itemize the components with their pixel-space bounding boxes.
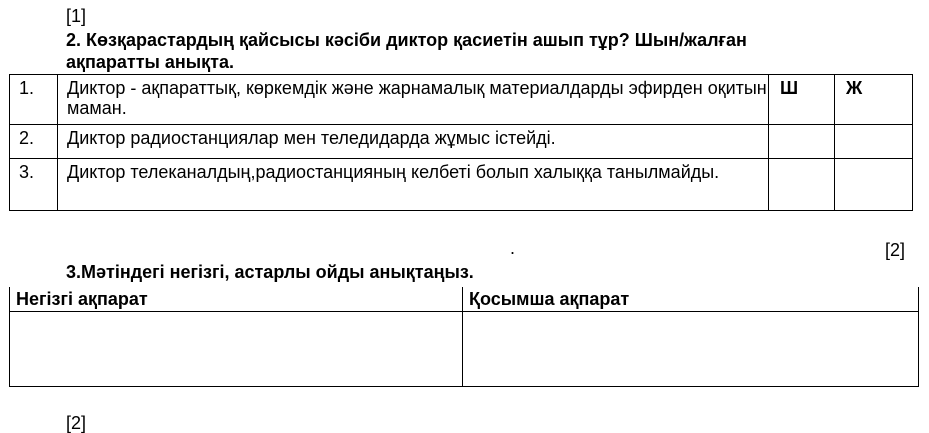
score-mark-2: [2] [885,240,906,260]
true-answer-cell[interactable] [769,159,835,211]
statement-text: Диктор телеканалдың,радиостанцияның келбеті болып халыққа танылмайды. [58,159,769,211]
row-number: 1. [10,75,58,125]
table-row [10,159,913,211]
table-row [10,311,919,386]
score-mark-3: [2] [66,413,87,433]
main-info-header: Негізгі ақпарат [10,287,463,311]
row-number: 2. [10,125,58,159]
false-answer-cell[interactable] [835,159,913,211]
score-mark-1: [1] [66,6,87,26]
false-answer-cell[interactable] [835,125,913,159]
table-row [10,75,913,125]
true-false-table [9,74,913,211]
extra-info-header: Қосымша ақпарат [463,287,919,311]
statement-text: Диктор радиостанциялар мен теледидарда жұмыс істейді. [58,125,769,159]
true-column-header[interactable]: Ш [769,75,835,125]
table-header-row [10,287,919,311]
question-2-title-line2: ақпаратты анықта. [66,52,235,72]
question-3-title: 3.Мәтіндегі негізгі, астарлы ойды анықтаңыз. [66,262,474,282]
information-table [9,287,919,387]
row-number: 3. [10,159,58,211]
true-answer-cell[interactable] [769,125,835,159]
extra-info-answer-cell[interactable] [463,311,919,386]
stray-dot: . [510,238,516,258]
main-info-answer-cell[interactable] [10,311,463,386]
statement-text: Диктор - ақпараттық, көркемдік және жарнамалық материалдарды эфирден оқитын маман. [58,75,769,125]
false-column-header[interactable]: Ж [835,75,913,125]
table-row [10,125,913,159]
question-2-title-line1: 2. Көзқарастардың қайсысы кәсіби диктор қасиетін ашып тұр? Шын/жалған [66,30,747,50]
